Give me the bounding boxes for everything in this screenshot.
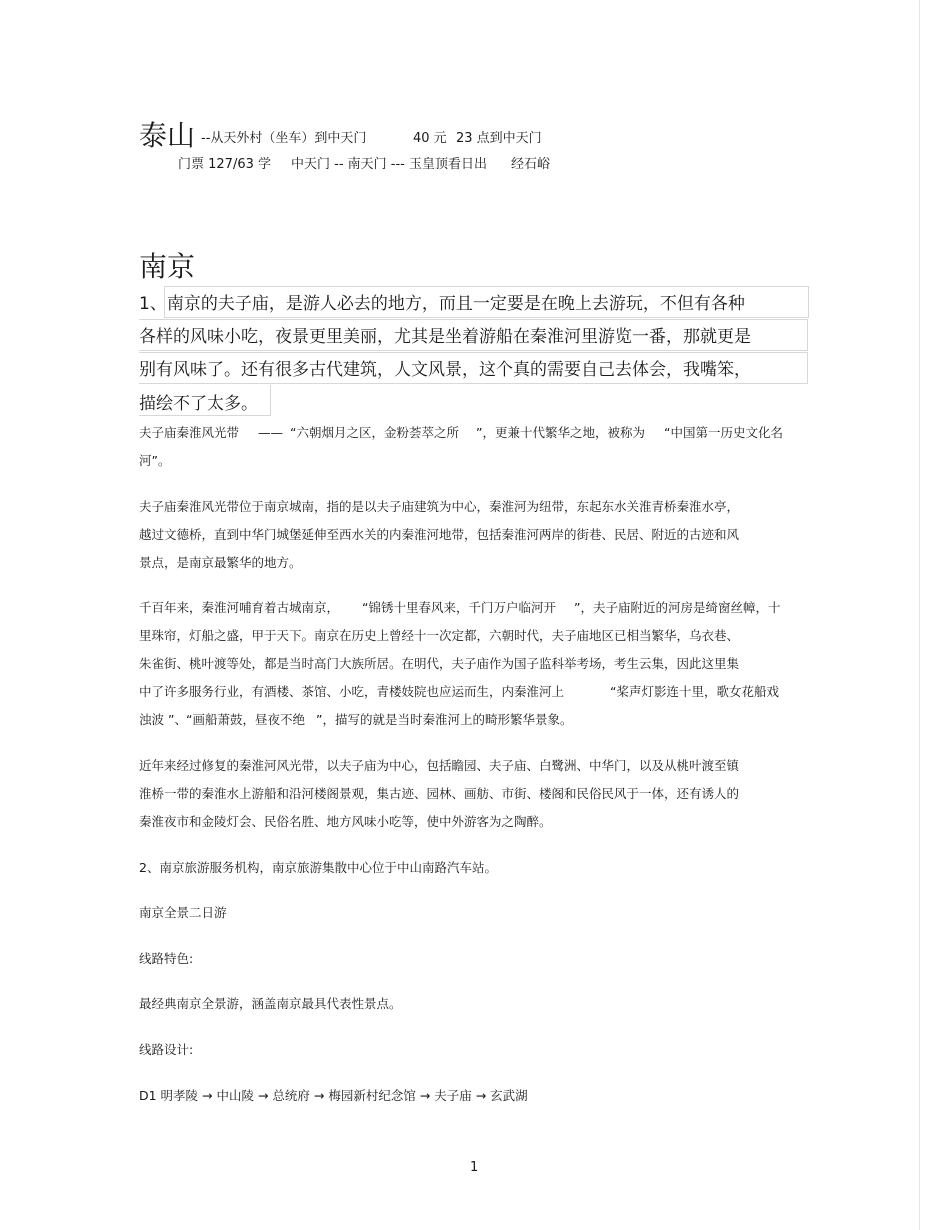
intro-line-3: 别有风味了。还有很多古代建筑，人文风景，这个真的需要自己去体会，我嘴笨， (139, 360, 751, 380)
p1-e: “中国第一历史文化名 (664, 425, 783, 440)
intro-line-2: 各样的风味小吃，夜景更里美丽，尤其是坐着游船在秦淮河里游览一番，那就更是 (139, 327, 751, 347)
p3-line-1c: ”，夫子庙附近的河房是绮窗丝幛，十 (574, 600, 781, 615)
route-feature-label: 线路特色: (139, 951, 194, 966)
p3-line-5b: “画船萧鼓，昼夜不绝 (186, 712, 305, 727)
p2-line-1: 夫子庙秦淮风光带位于南京城南，指的是以夫子庙建筑为中心，秦淮河为纽带，东起东水关淮青桥秦淮水亭， (139, 499, 740, 514)
p1-c: “六朝烟月之区，金粉荟萃之所 (290, 425, 459, 440)
taishan-route: 中天门 -- 南天门 --- 玉皇顶看日出 (291, 157, 487, 172)
p1-f: 河”。 (139, 453, 171, 468)
p1-b: —— (258, 425, 283, 440)
taishan-route-line: --从天外村（坐车）到中天门 (201, 131, 367, 146)
tour-name: 南京全景二日游 (139, 905, 227, 920)
p3-line-5a: 浊波 ”、 (139, 712, 187, 727)
taishan-ticket: 门票 127/63 学 (178, 157, 271, 172)
page-edge (919, 0, 920, 1230)
taishan-price: 40 元 (413, 131, 447, 146)
p3-line-1a: 千百年来，秦淮河哺育着古城南京， (139, 600, 340, 615)
route-feature-text: 最经典南京全景游，涵盖南京最具代表性景点。 (139, 996, 402, 1011)
taishan-time: 23 点到中天门 (456, 131, 542, 146)
p3-line-2: 里珠帘，灯船之盛，甲于天下。南京在历史上曾经十一次定都，六朝时代，夫子庙地区已相当繁华，乌衣巷、 (139, 628, 740, 643)
p4-line-1: 近年来经过修复的秦淮河风光带，以夫子庙为中心，包括瞻园、夫子庙、白鹭洲、中华门，以及从桃叶渡至镇 (139, 758, 740, 773)
p1-d: ”，更兼十代繁华之地，被称为 (476, 425, 645, 440)
route-design-label: 线路设计: (139, 1042, 194, 1057)
p2-line-3: 景点，是南京最繁华的地方。 (139, 555, 302, 570)
taishan-spot: 经石峪 (511, 157, 551, 172)
p3-line-4b: “桨声灯影连十里，歌女花船戏 (610, 684, 779, 699)
intro-line-4: 描绘不了太多。 (139, 394, 258, 414)
page-number: 1 (470, 1160, 479, 1175)
service-info: 2、南京旅游服务机构，南京旅游集散中心位于中山南路汽车站。 (139, 860, 497, 875)
nanjing-title: 南京 (139, 250, 196, 283)
p4-line-3: 秦淮夜市和金陵灯会、民俗名胜、地方风味小吃等，使中外游客为之陶醉。 (139, 814, 552, 829)
p3-line-4a: 中了许多服务行业，有酒楼、茶馆、小吃，青楼妓院也应运而生，内秦淮河上 (139, 684, 565, 699)
p1-a: 夫子庙秦淮风光带 (139, 425, 240, 440)
p3-line-5c: ”，描写的就是当时秦淮河上的畸形繁华景象。 (316, 712, 573, 727)
day1-itinerary: D1 明孝陵 → 中山陵 → 总统府 → 梅园新村纪念馆 → 夫子庙 → 玄武湖 (139, 1088, 528, 1103)
p2-line-2: 越过文德桥，直到中华门城堡延伸至西水关的内秦淮河地带，包括秦淮河两岸的街巷、民居、附近的古迹和风 (139, 527, 740, 542)
taishan-title: 泰山 (139, 119, 196, 152)
intro-line-1: 1、南京的夫子庙，是游人必去的地方，而且一定要是在晚上去游玩，不但有各种 (139, 294, 745, 314)
p3-line-3: 朱雀街、桃叶渡等处，都是当时高门大族所居。在明代，夫子庙作为国子监科举考场，考生云集，因此这里集 (139, 656, 740, 671)
p4-line-2: 淮桥一带的秦淮水上游船和沿河楼阁景观，集古迹、园林、画舫、市街、楼阁和民俗民风于一体，还有诱人的 (139, 786, 740, 801)
p3-line-1b: “锦锈十里春风来，千门万户临河开 (362, 600, 556, 615)
